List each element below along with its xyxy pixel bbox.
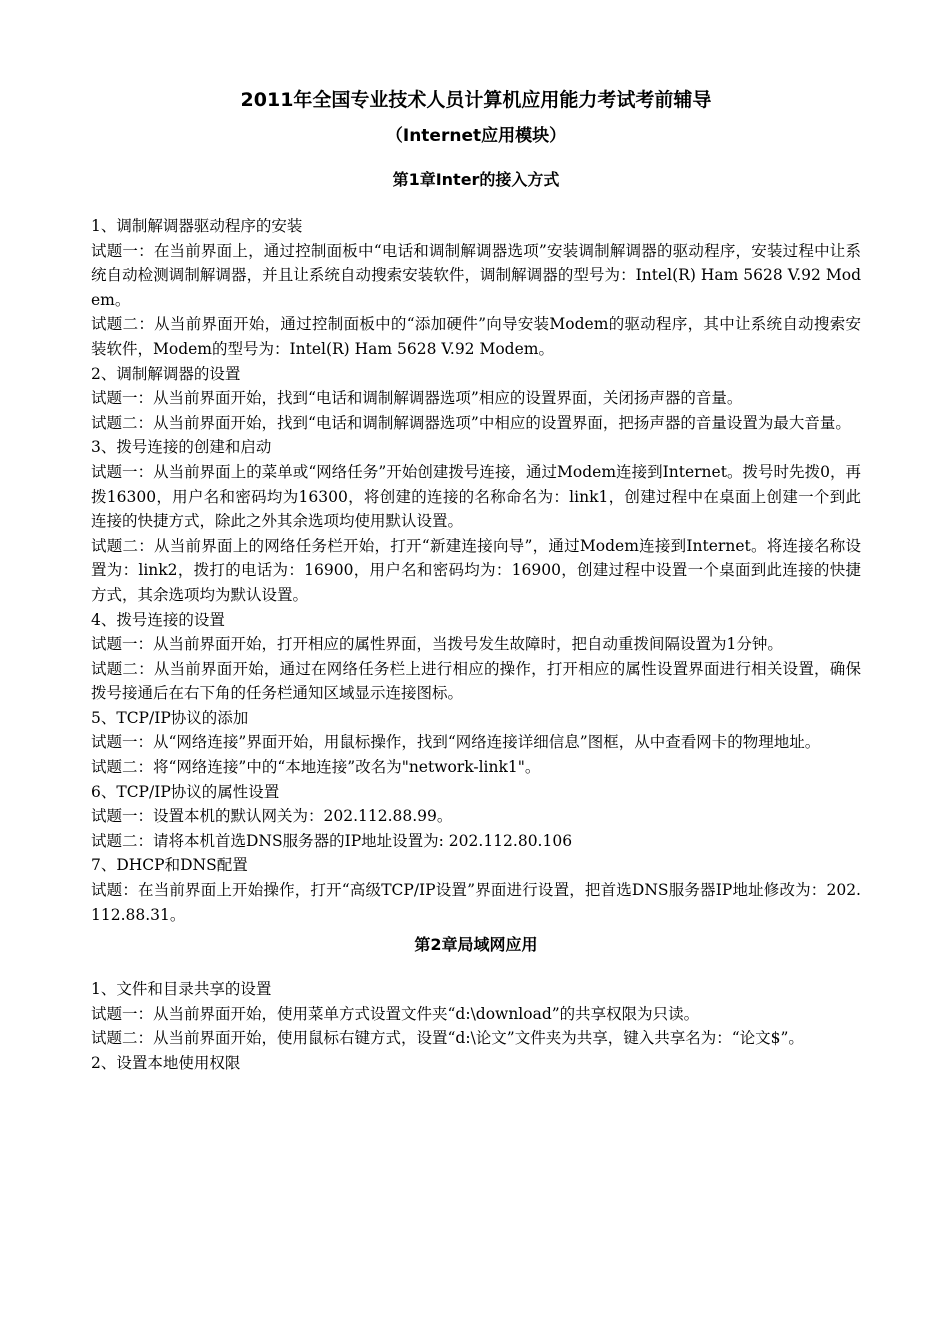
section-heading: 4、拨号连接的设置	[91, 610, 225, 629]
exercise-item: 试题一：从当前界面上的菜单或“网络任务”开始创建拨号连接，通过Modem连接到Internet。拨号时先拨0，再拨16300，用户名和密码均为16300，将创建的连接的名称命名为：link1，创建过程中在桌面上创建一个到此连接的快捷方式，除此之外其余选项均使用默认设置。	[91, 462, 861, 531]
exercise-item: 试题一：从当前界面开始，打开相应的属性界面，当拨号发生故障时，把自动重拨间隔设置为1分钟。	[91, 635, 783, 654]
exercise-item: 试题二：从当前界面开始，通过控制面板中的“添加硬件”向导安装Modem的驱动程序，其中让系统自动搜索安装软件，Modem的型号为：Intel(R) Ham 5628 V.92 Modem。	[91, 315, 861, 358]
document-title: 2011年全国专业技术人员计算机应用能力考试考前辅导	[240, 89, 712, 111]
exercise-item: 试题一：从“网络连接”界面开始，用鼠标操作，找到“网络连接详细信息”图框，从中查看网卡的物理地址。	[91, 733, 821, 752]
exercise-item: 试题二：将“网络连接”中的“本地连接”改名为"network-link1"。	[91, 758, 541, 777]
section-heading: 6、TCP/IP协议的属性设置	[91, 782, 280, 801]
section-heading: 1、文件和目录共享的设置	[91, 980, 272, 999]
exercise-item: 试题一：从当前界面开始，使用菜单方式设置文件夹“d:\download”的共享权限为只读。	[91, 1004, 700, 1023]
exercise-item: 试题：在当前界面上开始操作，打开“高级TCP/IP设置”界面进行设置，把首选DNS服务器IP地址修改为：202.112.88.31。	[91, 881, 861, 924]
exercise-item: 试题二：从当前界面开始，使用鼠标右键方式，设置“d:\论文”文件夹为共享，键入共享名为：“论文$”。	[91, 1029, 804, 1048]
exercise-item: 试题二：从当前界面上的网络任务栏开始，打开“新建连接向导”，通过Modem连接到Internet。将连接名称设置为：link2，拨打的电话为：16900，用户名和密码均为：16900，创建过程中设置一个桌面到此连接的快捷方式，其余选项均为默认设置。	[91, 536, 861, 604]
section-heading: 3、拨号连接的创建和启动	[91, 438, 272, 457]
section-heading: 1、调制解调器驱动程序的安装	[91, 217, 303, 235]
exercise-item: 试题二：从当前界面开始，通过在网络任务栏上进行相应的操作，打开相应的属性设置界面进行相关设置，确保拨号接通后在右下角的任务栏通知区域显示连接图标。	[91, 659, 861, 703]
section-heading: 5、TCP/IP协议的添加	[91, 708, 249, 727]
section-heading: 2、设置本地使用权限	[91, 1054, 241, 1072]
exercise-item: 试题一：在当前界面上，通过控制面板中“电话和调制解调器选项”安装调制解调器的驱动程序，安装过程中让系统自动检测调制解调器，并且让系统自动搜索安装软件，调制解调器的型号为：Intel(R) Ham 5628 V.92 Modem。	[91, 241, 861, 309]
exercise-item: 试题二：从当前界面开始，找到“电话和调制解调器选项”中相应的设置界面，把扬声器的音量设置为最大音量。	[91, 413, 851, 432]
chapter-1-title: 第1章Inter的接入方式	[392, 170, 560, 189]
section-heading: 2、调制解调器的设置	[91, 364, 241, 383]
exercise-item: 试题一：从当前界面开始，找到“电话和调制解调器选项”相应的设置界面，关闭扬声器的音量。	[91, 389, 743, 408]
exercise-item: 试题二：请将本机首选DNS服务器的IP地址设置为: 202.112.80.106	[91, 831, 573, 850]
document-page	[91, 84, 861, 1076]
exercise-item: 试题一：设置本机的默认网关为：202.112.88.99。	[91, 807, 453, 826]
section-heading: 7、DHCP和DNS配置	[91, 856, 248, 875]
document-subtitle: （Internet应用模块）	[385, 126, 567, 146]
chapter-2-title: 第2章局域网应用	[414, 935, 538, 955]
